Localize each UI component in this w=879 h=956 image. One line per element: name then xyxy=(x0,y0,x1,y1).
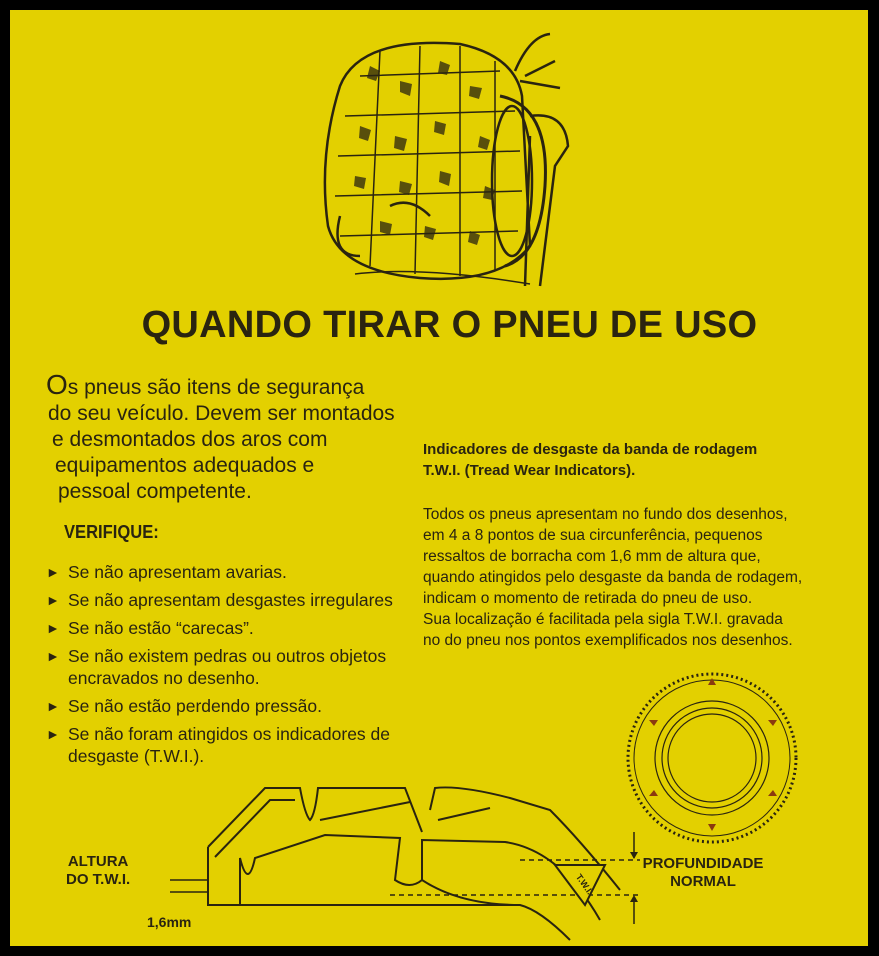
intro-line-4: equipamentos adequados e xyxy=(55,454,315,477)
bullet-arrow-icon: ► xyxy=(46,726,60,742)
checklist-item: ► Se não foram atingidos os indicadores de desgaste (T.W.I.). xyxy=(46,724,391,766)
checklist-item: ► Se não apresentam avarias. xyxy=(46,562,287,582)
bullet-arrow-icon: ► xyxy=(46,698,60,714)
intro-line-3: e desmontados dos aros com xyxy=(52,428,328,451)
verify-heading: VERIFIQUE: xyxy=(64,522,159,542)
twi-body-line: no do pneu nos pontos exemplificados nos desenhos. xyxy=(423,632,793,649)
bullet-arrow-icon: ► xyxy=(46,564,60,580)
poster xyxy=(10,10,868,946)
intro-drop-cap: O xyxy=(46,369,68,400)
twi-height-label: ALTURA DO T.W.I. xyxy=(66,853,131,888)
bullet-arrow-icon: ► xyxy=(46,620,60,636)
twi-mark-label: T.W.I. xyxy=(573,872,596,897)
twi-body-line: quando atingidos pelo desgaste da banda de rodagem, xyxy=(423,569,803,586)
worn-tire-illustration xyxy=(300,16,600,298)
tire-twi-location-diagram xyxy=(624,670,800,846)
intro-line-1: s pneus são itens de segurança xyxy=(67,376,365,399)
page-title: QUANDO TIRAR O PNEU DE USO xyxy=(141,304,758,346)
twi-heading xyxy=(423,439,853,481)
twi-body-line: ressaltos de borracha com 1,6 mm de altura que, xyxy=(423,548,761,565)
twi-body-line: indicam o momento de retirada do pneu de uso. xyxy=(423,590,753,607)
twi-body-line: Todos os pneus apresentam no fundo dos desenhos, xyxy=(423,506,788,523)
checklist xyxy=(46,561,416,773)
checklist-item: ► Se não apresentam desgastes irregulares xyxy=(46,590,393,610)
bullet-arrow-icon: ► xyxy=(46,648,60,664)
intro-line-2: do seu veículo. Devem ser montados xyxy=(48,402,395,425)
twi-heading-line-2: T.W.I. (Tread Wear Indicators). xyxy=(423,462,636,479)
twi-body-line: Sua localização é facilitada pela sigla T.W.I. gravada xyxy=(423,611,783,628)
intro-paragraph xyxy=(46,369,486,505)
checklist-item: ► Se não estão perdendo pressão. xyxy=(46,696,322,716)
normal-depth-label: PROFUNDIDADE NORMAL xyxy=(642,855,764,890)
tread-cross-section-diagram xyxy=(160,770,640,946)
intro-line-5: pessoal competente. xyxy=(58,480,252,503)
twi-height-value: 1,6mm xyxy=(147,914,192,930)
twi-body-line: em 4 a 8 pontos de sua circunferência, pequenos xyxy=(423,527,763,544)
bullet-arrow-icon: ► xyxy=(46,592,60,608)
checklist-item: ► Se não existem pedras ou outros objetos encravados no desenho. xyxy=(46,646,387,688)
checklist-item: ► Se não estão “carecas”. xyxy=(46,618,254,638)
twi-description xyxy=(423,504,868,651)
twi-heading-line-1: Indicadores de desgaste da banda de rodagem xyxy=(423,441,758,458)
